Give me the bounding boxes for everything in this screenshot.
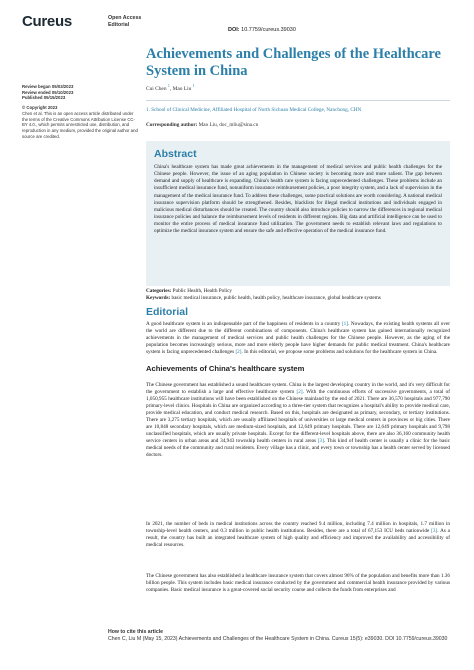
keywords-value: basic medical insurance, public health, health policy, healthcare insurance, global healthcare systems <box>171 295 381 301</box>
divider <box>146 100 450 101</box>
author-link[interactable]: Mao Liu <box>172 85 192 92</box>
keywords-section <box>146 288 450 302</box>
abstract-box <box>146 141 450 286</box>
doi-label: DOI: <box>228 27 240 33</box>
published-date: Published 05/15/2023 <box>22 95 66 101</box>
author-link[interactable]: Cui Chen <box>146 85 167 92</box>
copyright-title: © Copyright 2023 <box>22 105 58 111</box>
paragraph: The Chinese government has also established a healthcare insurance system that covers almost 96% of the population and benefits more than 1.36 billion people. This system includes basic medical insurance conducted by the government and commercial health insurance provided by various companies. Basic medical insurance is a great-covered social security course and collects the funds from enterprises and <box>146 573 450 594</box>
citation-footer <box>108 629 448 643</box>
author-affiliation-sup: 1 <box>167 83 170 88</box>
review-began: Review began 05/03/2023 <box>22 84 74 89</box>
corresponding-author <box>146 122 450 128</box>
paragraph: In 2021, the number of beds in medical institutions across the country reached 9.4 million, including 7.4 million in hospitals, 1.7 million in township-level health centers, and 0.3 million in public health institutions. Besides, there are a total of 67,153 ICU beds nationwide [3]. As a result, the country has built an integrated healthcare system of high quality and efficiency and improved the availability and accessibility of medical resources. <box>146 521 450 549</box>
categories-value: Public Health, Health Policy <box>172 288 233 294</box>
review-ended: Review ended 05/10/2023 <box>22 89 74 95</box>
keywords <box>146 295 450 302</box>
reference-link[interactable]: [1] <box>341 321 349 327</box>
categories-label: Categories: <box>146 288 172 294</box>
sidebar-metadata <box>22 84 140 139</box>
affiliation: 1. School of Clinical Medicine, Affiliated Hospital of North Sichuan Medical College, Nanchong, CHN <box>146 106 362 113</box>
reference-link[interactable]: [3] <box>431 528 438 535</box>
reference-link[interactable]: [2] <box>296 389 303 396</box>
citation-heading: How to cite this article <box>108 629 164 635</box>
doi-header <box>228 27 296 33</box>
author-affiliation-sup: 1 <box>192 83 195 88</box>
paragraph: A good healthcare system is an indispensable part of the happiness of residents in a country [1]. Nowadays, the existing health systems all over the world are different due to the different combinations of components. China's healthcare system has gained internationally recognized achievements in the management of medical services and public health challenges for the Chinese people. However, as the aging of the population becomes increasingly serious, more and more elderly people have higher demands for public medical treatment. China's healthcare system is facing unprecedented challenges [2]. In this editorial, we propose some problems and solutions for the healthcare system in China. <box>146 321 451 356</box>
abstract-text: China's healthcare system has made great achievements in the management of medical services and public health challenges for the Chinese people. However, the issue of an aging population in Chinese society is becoming more and more salient. The gap between demand and supply of healthcare is expanding. China's health care system is facing unprecedented challenges. These problems include an insufficient medical insurance fund, nonuniform insurance reimbursement policies, a poor integrity system, and a lack of supervision in the management of the medical insurance fund. To address these challenges, some practical solutions are worth considering. A national medical insurance supervision platform should be strengthened. Besides, blacklists for illegal medical institutions and individuals engaged in malicious medical disturbances should be created. The country should also introduce policies to narrow the differences in regional medical insurance policies and balance the reimbursement levels of residents in different regions. Big data and artificial intelligence can be used to monitor the entire process of medical insurance fund utilization. The government needs to establish relevant laws and regulations to optimize the medical insurance system and ensure the safe and effective operation of the medical insurance fund. <box>154 164 442 235</box>
doi-value: 10.7759/cureus.39030 <box>241 27 296 33</box>
editorial-label: Editorial <box>108 21 130 28</box>
cureus-logo: Cureus <box>22 13 72 30</box>
editorial-heading: Editorial <box>146 306 189 318</box>
authors: Cui Chen $^1$, Mao Liu $^1$ <box>146 83 195 92</box>
article-type-label <box>108 15 141 28</box>
citation-text: Chen C, Liu M (May 15, 2023) Achievements and Challenges of the Healthcare System in China. Cureus 15(5): e39030. DOI 10.7759/cureus.39030 <box>108 635 448 642</box>
categories <box>146 288 450 295</box>
keywords-label: Keywords: <box>146 295 171 301</box>
article-title: Achievements and Challenges of the Healthcare System in China <box>146 46 441 79</box>
paragraph: The Chinese government has established a sound healthcare system. China is the largest developing country in the world, and it's very difficult for the government to establish a large and effective healthcare system [2]. With the continuous efforts of successive governments, a total of 1,050,955 healthcare institutions will have been established on the Chinese mainland by the end of 2021. There are 36,570 hospitals and 977,790 primary-level clinics. Hospitals in China are organized according to a three-tier system that recognizes a hospital's ability to provide medical care, provide medical education, and conduct medical research. Based on this, hospitals are designated as primary, secondary, or tertiary institutions. There are 3,275 tertiary hospitals, which are usually affiliated hospitals of universities or large medical centers in provinces or big cities. There are 10,848 secondary hospitals, which are medium-sized hospitals, and 12,649 primary hospitals. There are 12,649 primary hospitals and 9,798 unclassified hospitals, which are usually private hospitals. Except for the different-level hospitals above, there are also 36,160 community health service centers in urban areas and 34,943 township health centers in rural areas [3]. This kind of health center is usually a clinic for the basic medical needs of the community and rural residents. Every village has a clinic, and every town or township has a health center served by licensed doctors. <box>146 382 450 459</box>
reference-link[interactable]: [3] <box>317 438 324 445</box>
reference-link[interactable]: [2] <box>235 349 242 356</box>
section-heading: Achievements of China's healthcare system <box>146 364 305 373</box>
corresponding-author-label: Corresponding author: <box>146 121 198 128</box>
abstract-heading: Abstract <box>154 148 197 160</box>
open-access-label: Open Access <box>108 15 142 21</box>
copyright-text: Chen et al. This is an open access article distributed under the terms of the Creative Commons Attribution License CC-BY 4.0., which permits unrestricted use, distribution, and reproduction in any medium, provided the original author and source are credited. <box>22 110 138 139</box>
corresponding-author-value: Mao Liu, doc_mliu@sina.cn <box>198 121 259 128</box>
article-header <box>146 46 450 128</box>
